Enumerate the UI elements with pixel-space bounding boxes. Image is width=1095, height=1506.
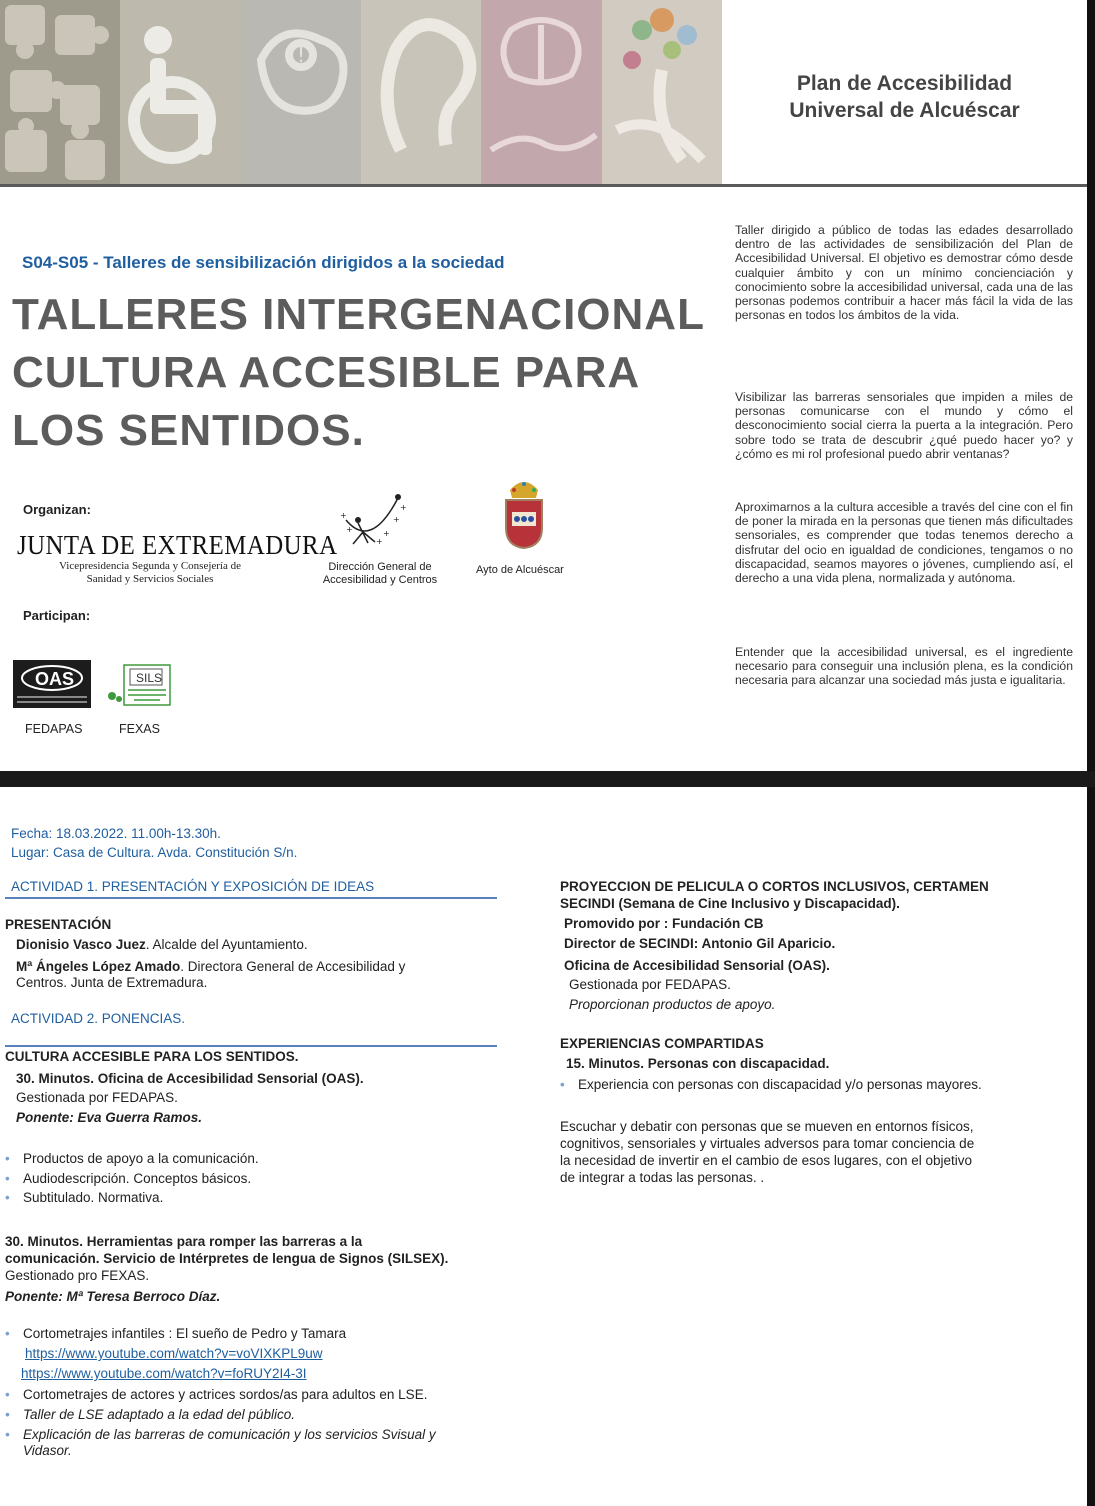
header-banner	[0, 0, 722, 184]
svg-text:!: !	[296, 43, 305, 67]
explicacion-bullet: • Explicación de las barreras de comunicación y los servicios Svisual y	[23, 1427, 436, 1443]
participan-label: Participan:	[23, 608, 91, 623]
svg-text:+: +	[393, 515, 400, 524]
puzzle-icon	[0, 0, 120, 184]
title-line-2: CULTURA ACCESIBLE PARA	[12, 348, 641, 397]
proyeccion-line1: PROYECCION DE PELICULA O CORTOS INCLUSIVOS, CERTAMEN	[560, 879, 989, 894]
culture-paragraph: Aproximarnos a la cultura accesible a través del cine con el fin de poner la mirada en la personas que tienen más dificultades sensoriales, es comprender que todas tenemos derecho a disfrutar del ocio en igualdad de condiciones, tengamos o no discapacidad, seamos mayores o jóvenes, cumpliendo así, el derecho a una vida plena, normalizada y autónoma.	[735, 500, 1073, 586]
junta-logo-text: JUNTA DE EXTREMADURA	[17, 530, 338, 560]
experiencias-heading: EXPERIENCIAS COMPARTIDAS	[560, 1036, 764, 1051]
junta-subtitle	[20, 560, 280, 586]
taller-bullet: • Taller de LSE adaptado a la edad del público.	[23, 1407, 295, 1423]
dg-label-line2: Accesibilidad y Centros	[322, 574, 438, 586]
sils-talk-line2: comunicación. Servicio de Intérpretes de lengua de Signos (SILSEX).	[5, 1251, 449, 1266]
wheelchair-icon	[120, 0, 240, 184]
ayto-coat-of-arms	[502, 478, 546, 550]
actividad1-rule	[5, 897, 497, 899]
angeles-role: . Directora General de Accesibilidad y	[180, 959, 406, 974]
dg-accesibilidad-label	[310, 561, 450, 587]
page-break	[0, 771, 1095, 787]
barriers-paragraph: Visibilizar las barreras sensoriales que impiden a miles de personas comunicarse con el mundo y cómo el desconocimiento social cierra la puerta a la integración. Pero sobre todo se trata de descubrir ¿qué puedo hacer yo? y ¿cómo es mi rol profesional puedo abrir ventanas?	[735, 390, 1073, 461]
sils-logo-text: SILS	[136, 671, 163, 685]
sils-talk-line1: 30. Minutos. Herramientas para romper las barreras a la	[5, 1234, 363, 1249]
sils-managed: Gestionado pro FEXAS.	[5, 1268, 150, 1283]
fexas-label: FEXAS	[119, 722, 160, 736]
actores-bullet: • Cortometrajes de actores y actrices sordos/as para adultos en LSE.	[23, 1387, 427, 1403]
intro-paragraph: Taller dirigido a público de todas las edades desarrollado dentro de las actividades de sensibilización del Plan de Accesibilidad Universal. El objetivo es demostrar cómo desde cualquier ámbito y con un mínimo concienciación y conocimiento sobre la accesibilidad universal, cada una de las personas podemos contribuir a hacer más fácil la vida de las personas en todos los ámbitos de la vida.	[735, 223, 1073, 323]
angeles-name: Mª Ángeles López Amado	[16, 959, 181, 974]
svg-text:+: +	[400, 503, 407, 512]
proyeccion-line2: SECINDI (Semana de Cine Inclusivo y Discapacidad).	[560, 896, 900, 911]
actividad1-heading: ACTIVIDAD 1. PRESENTACIÓN Y EXPOSICIÓN DE IDEAS	[11, 879, 375, 894]
brain-speech-icon	[241, 0, 361, 184]
escuchar-line2: cognitivos, sensoriales y virtuales adversos para tomar conciencia de	[560, 1136, 975, 1151]
actividad2-heading: ACTIVIDAD 2. PONENCIAS.	[11, 1011, 186, 1026]
angeles-line	[16, 959, 405, 975]
junta-subtitle-line2: Sanidad y Servicios Sociales	[86, 573, 214, 585]
escuchar-line4: de integrar a todas las personas. .	[560, 1170, 765, 1185]
svg-text:+: +	[346, 525, 353, 534]
actividad2-rule	[5, 1045, 497, 1047]
proporcionan: Proporcionan productos de apoyo.	[569, 997, 776, 1012]
plan-title-line1: Plan de Accesibilidad	[796, 72, 1013, 95]
experiencias-minutes: 15. Minutos. Personas con discapacidad.	[566, 1056, 830, 1071]
event-date: Fecha: 18.03.2022. 11.00h-13.30h.	[11, 826, 221, 841]
brain-hand-icon	[481, 0, 601, 184]
plan-title-line2: Universal de Alcuéscar	[789, 99, 1020, 122]
svg-text:+: +	[340, 511, 347, 520]
oas-logo	[13, 660, 91, 708]
escuchar-line1: Escuchar y debatir con personas que se mueven en entornos físicos,	[560, 1119, 974, 1134]
page-edge	[1087, 0, 1095, 1506]
director-secindi: Director de SECINDI: Antonio Gil Aparicio.	[564, 936, 836, 951]
oas-bullet-3: • Subtitulado. Normativa.	[23, 1190, 163, 1206]
junta-subtitle-line1: Vicepresidencia Segunda y Consejería de	[59, 560, 241, 572]
organizan-label: Organizan:	[23, 502, 91, 517]
presentacion-heading: PRESENTACIÓN	[5, 917, 112, 932]
oas-managed: Gestionada por FEDAPAS.	[16, 1090, 178, 1105]
svg-text:+: +	[383, 529, 390, 538]
cortos-bullet: • Cortometrajes infantiles : El sueño de Pedro y Tamara	[23, 1326, 346, 1342]
header-divider	[0, 184, 1090, 187]
angeles-line2: Centros. Junta de Extremadura.	[16, 975, 208, 990]
promovido: Promovido por : Fundación CB	[564, 916, 764, 931]
inclusion-paragraph: Entender que la accesibilidad universal, es el ingrediente necesario para conseguir una inclusión plena, es la condición necesaria para alcanzar una sociedad más justa e igualitaria.	[735, 645, 1073, 688]
title-line-1: TALLERES INTERGENACIONAL	[12, 290, 705, 339]
oas-talk: 30. Minutos. Oficina de Accesibilidad Sensorial (OAS).	[16, 1071, 364, 1086]
fedapas-label: FEDAPAS	[25, 722, 83, 736]
youtube-link-2[interactable]: https://www.youtube.com/watch?v=foRUY2I4-3I	[21, 1366, 307, 1381]
plan-title	[722, 70, 1087, 124]
explicacion-bullet-line2: Vidasor.	[23, 1443, 72, 1458]
tree-person-icon	[602, 0, 722, 184]
escuchar-line3: la necesidad de invertir en el cambio de esos lugares, con el objetivo	[560, 1153, 972, 1168]
sils-logo	[104, 663, 174, 707]
oficina-oas: Oficina de Accesibilidad Sensorial (OAS).	[564, 958, 830, 973]
experiencias-bullet: • Experiencia con personas con discapacidad y/o personas mayores.	[578, 1077, 982, 1093]
oas-logo-text: OAS	[35, 669, 75, 689]
dg-accesibilidad-logo	[338, 492, 413, 552]
dionisio-role: . Alcalde del Ayuntamiento.	[145, 937, 308, 952]
ayto-label: Ayto de Alcuéscar	[476, 564, 564, 576]
oficina-managed: Gestionada por FEDAPAS.	[569, 977, 731, 992]
dionisio-name: Dionisio Vasco Juez	[16, 937, 146, 952]
title-line-3: LOS SENTIDOS.	[12, 406, 365, 455]
sils-speaker: Ponente: Mª Teresa Berroco Díaz.	[5, 1289, 221, 1304]
youtube-link-1[interactable]: https://www.youtube.com/watch?v=voVIXKPL9uw	[25, 1346, 323, 1361]
oas-bullet-1: • Productos de apoyo a la comunicación.	[23, 1151, 259, 1167]
ear-icon	[361, 0, 481, 184]
dg-label-line1: Dirección General de	[328, 561, 432, 573]
section-subtitle: S04-S05 - Talleres de sensibilización dirigidos a la sociedad	[22, 253, 505, 272]
event-location: Lugar: Casa de Cultura. Avda. Constitución S/n.	[11, 845, 298, 860]
cultura-heading: CULTURA ACCESIBLE PARA LOS SENTIDOS.	[5, 1049, 299, 1064]
oas-bullet-2: • Audiodescripción. Conceptos básicos.	[23, 1171, 251, 1187]
svg-text:+: +	[376, 537, 383, 546]
dionisio-line	[16, 937, 308, 953]
oas-speaker: Ponente: Eva Guerra Ramos.	[16, 1110, 203, 1125]
